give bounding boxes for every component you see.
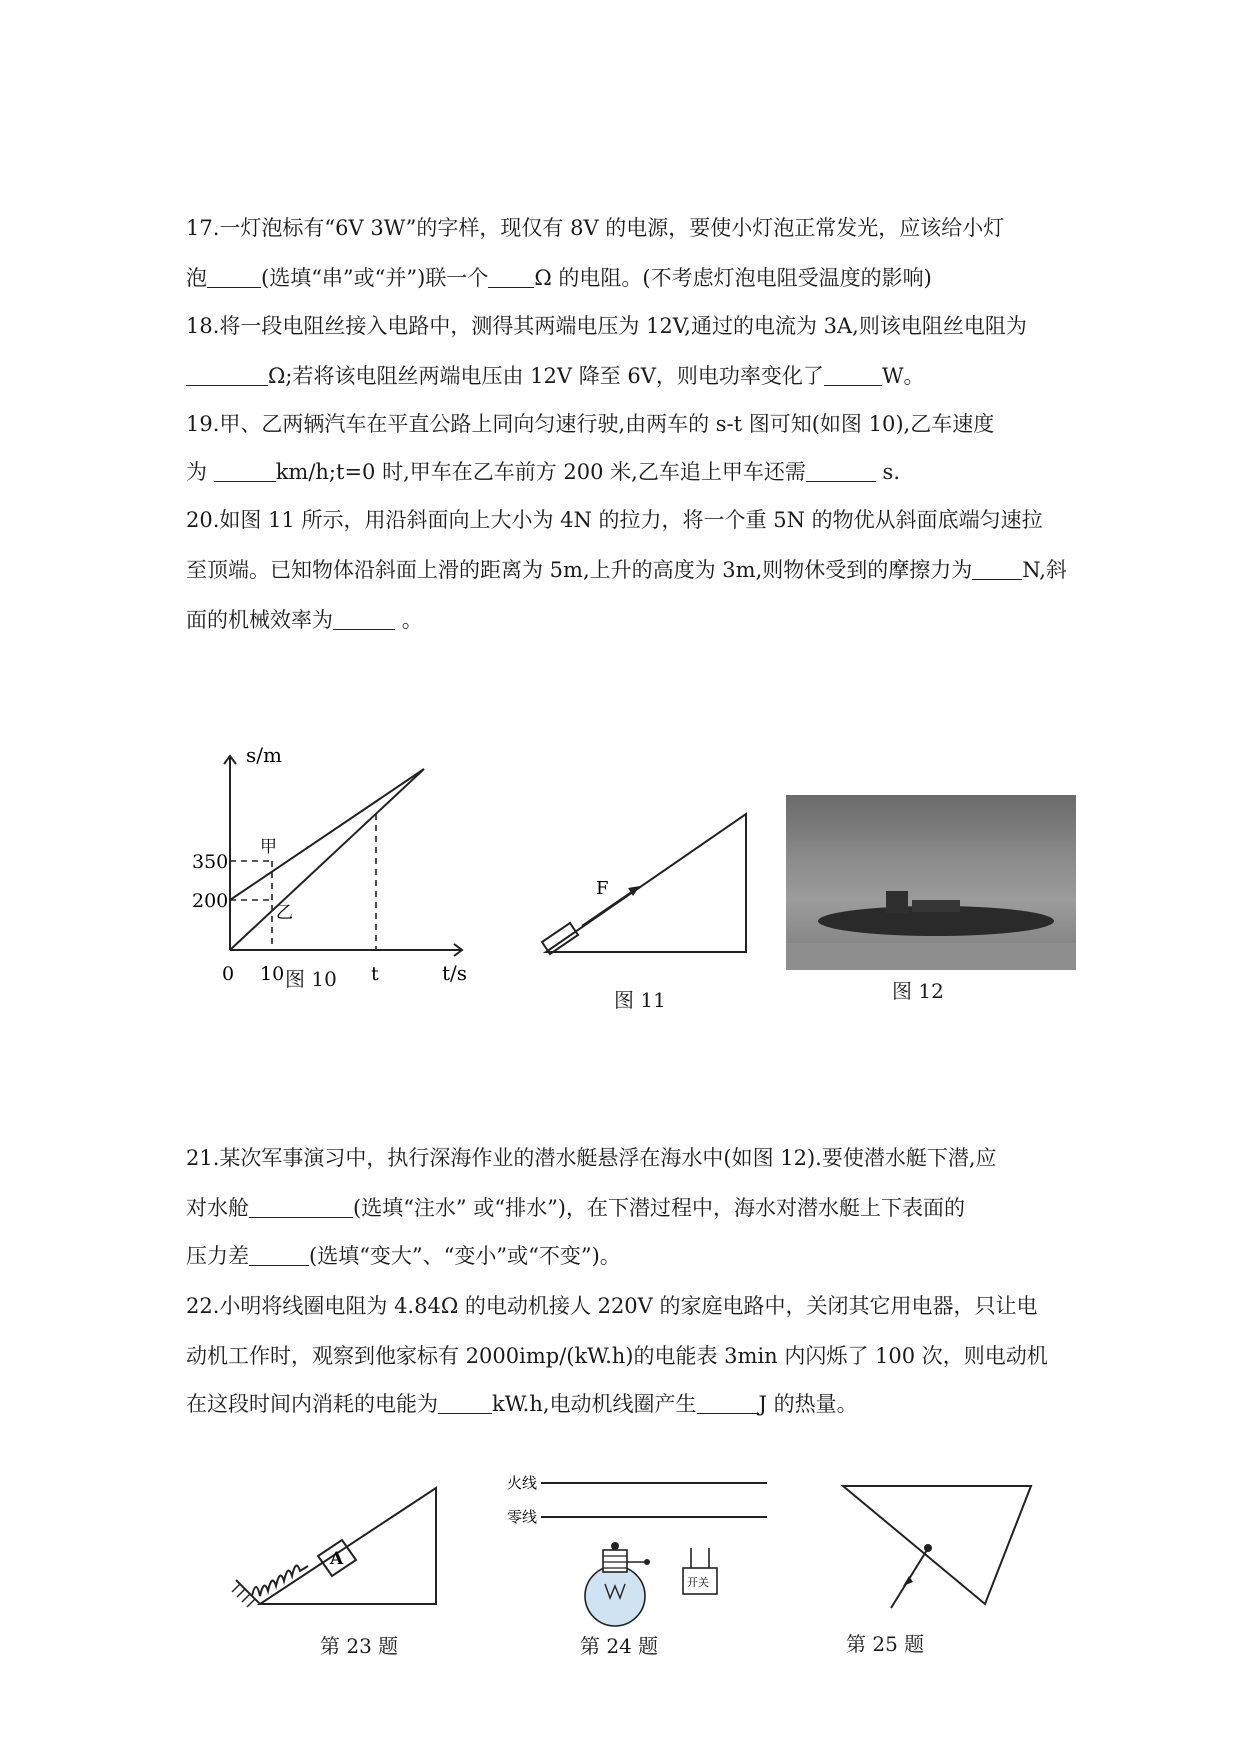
q19-text-c: s. bbox=[882, 460, 900, 484]
fig10-caption: 图 10 bbox=[285, 967, 337, 991]
fig12-sail bbox=[886, 891, 908, 913]
fig25-caption: 第 25 题 bbox=[846, 1632, 925, 1656]
q20-text-b: N,斜 bbox=[1022, 558, 1067, 582]
q20-blank-2[interactable] bbox=[333, 609, 395, 630]
q21-blank-1[interactable] bbox=[249, 1197, 353, 1218]
q18-line-2 bbox=[186, 360, 925, 390]
q21-text-a: 对水舱 bbox=[186, 1196, 249, 1220]
q20-text-d: 。 bbox=[401, 608, 423, 632]
fig10-tick-10: 10 bbox=[260, 963, 285, 985]
fig23-block-label: A bbox=[330, 1549, 344, 1569]
q17-line-2 bbox=[186, 262, 932, 292]
q20-text-a: 至顶端。已知物体沿斜面上滑的距离为 5m,上升的高度为 3m,则物休受到的摩擦力为 bbox=[186, 558, 973, 582]
q22-blank-2[interactable] bbox=[697, 1393, 759, 1414]
fig25-incidence-point bbox=[925, 1545, 931, 1551]
q18-blank-2[interactable] bbox=[824, 365, 882, 386]
fig23-diagram bbox=[230, 1480, 450, 1620]
q21-text-d: (选填“变大”、“变小”或“不变”)。 bbox=[309, 1244, 621, 1268]
q19-line-2 bbox=[186, 456, 900, 486]
q18-line-1: 18.将一段电阻丝接入电路中，测得其两端电压为 12V,通过的电流为 3A,则该电阻丝电阻为 bbox=[186, 314, 1027, 338]
fig10-st-graph bbox=[190, 740, 480, 1000]
q17-blank-2[interactable] bbox=[488, 267, 534, 288]
q17-text-b: (选填“串”或“并”)联一个 bbox=[261, 266, 489, 290]
fig24-caption: 第 24 题 bbox=[580, 1634, 659, 1658]
q19-text-b: km/h;t=0 时,甲车在乙车前方 200 米,乙车追上甲车还需 bbox=[275, 460, 806, 484]
q22-text-c: J 的热量。 bbox=[758, 1392, 858, 1416]
fig10-tick-350: 350 bbox=[192, 851, 229, 873]
q17-line-1: 17.一灯泡标有“6V 3W”的字样，现仅有 8V 的电源，要使小灯泡正常发光，应该给小灯 bbox=[186, 216, 1005, 240]
q19-line-1: 19.甲、乙两辆汽车在平直公路上同向匀速行驶,由两车的 s-t 图可知(如图 10),乙车速度 bbox=[186, 412, 995, 436]
fig24-circuit bbox=[505, 1468, 785, 1628]
fig25-prism bbox=[835, 1480, 1035, 1620]
fig24-live-label: 火线 bbox=[507, 1474, 538, 1492]
fig23-slope bbox=[260, 1488, 436, 1604]
q20-text-c: 面的机械效率为 bbox=[186, 608, 333, 632]
fig10-line-jia bbox=[230, 769, 424, 900]
fig10-tick-0: 0 bbox=[222, 963, 235, 985]
q18-text-b: W。 bbox=[881, 364, 925, 388]
fig11-force-arrow bbox=[582, 889, 636, 926]
q18-text-a: Ω;若将该电阻丝两端电压由 12V 降至 6V，则电功率变化了 bbox=[268, 364, 824, 388]
q17-text-a: 泡 bbox=[186, 266, 207, 290]
fig10-y-label: s/m bbox=[246, 743, 282, 767]
fig23-caption: 第 23 题 bbox=[320, 1634, 399, 1658]
fig11-force-label: F bbox=[596, 878, 609, 899]
q20-line-1: 20.如图 11 所示，用沿斜面向上大小为 4N 的拉力，将一个重 5N 的物优从斜面底端匀速拉 bbox=[186, 508, 1043, 532]
fig10-label-yi: 乙 bbox=[276, 903, 293, 923]
fig11-incline bbox=[540, 800, 760, 960]
q19-text-a: 为 bbox=[186, 460, 207, 484]
q19-blank-2[interactable] bbox=[806, 461, 876, 482]
q17-text-c: Ω 的电阻。(不考虑灯泡电阻受温度的影响) bbox=[534, 266, 932, 290]
q21-text-c: 压力差 bbox=[186, 1244, 249, 1268]
fig24-bulb bbox=[585, 1542, 650, 1626]
q21-blank-2[interactable] bbox=[249, 1245, 309, 1266]
q22-blank-1[interactable] bbox=[438, 1393, 492, 1414]
q17-blank-1[interactable] bbox=[207, 267, 261, 288]
fig12-caption: 图 12 bbox=[892, 979, 944, 1003]
q22-line-2: 动机工作时，观察到他家标有 2000imp/(kW.h)的电能表 3min 内闪烁了 100 次，则电动机 bbox=[186, 1344, 1048, 1368]
q20-line-2 bbox=[186, 554, 1067, 584]
q22-line-1: 22.小明将线圈电阻为 4.84Ω 的电动机接人 220V 的家庭电路中，关闭其它用电器，只让电 bbox=[186, 1294, 1038, 1318]
fig10-line-yi bbox=[230, 769, 424, 950]
fig10-x-label: t/s bbox=[442, 961, 468, 985]
fig10-label-jia: 甲 bbox=[260, 837, 277, 857]
fig11-caption: 图 11 bbox=[614, 988, 666, 1012]
q21-text-b: (选填“注水” 或“排水”)，在下潜过程中，海水对潜水艇上下表面的 bbox=[353, 1196, 966, 1220]
fig12-submarine-image bbox=[786, 795, 1076, 970]
q20-blank-1[interactable] bbox=[972, 559, 1022, 580]
fig11-block bbox=[542, 923, 578, 954]
q22-text-b: kW.h,电动机线圈产生 bbox=[492, 1392, 697, 1416]
fig24-switch-label: 开关 bbox=[687, 1576, 709, 1589]
fig25-triangle bbox=[843, 1486, 1031, 1604]
fig23-wall bbox=[236, 1580, 260, 1604]
q20-line-3 bbox=[186, 604, 423, 634]
q21-line-1: 21.某次军事演习中，执行深海作业的潜水艇悬浮在海水中(如图 12).要使潜水艇下潜,应 bbox=[186, 1146, 997, 1170]
fig10-tick-200: 200 bbox=[192, 890, 229, 912]
fig24-neutral-label: 零线 bbox=[507, 1508, 538, 1526]
fig10-tick-t: t bbox=[371, 963, 379, 985]
q19-blank-1[interactable] bbox=[214, 461, 276, 482]
fig25-ray-arrow bbox=[903, 1576, 913, 1586]
q21-line-3 bbox=[186, 1240, 621, 1270]
q18-blank-1[interactable] bbox=[186, 365, 268, 386]
q22-line-3 bbox=[186, 1388, 858, 1418]
q21-line-2 bbox=[186, 1192, 965, 1222]
fig12-submarine-photo bbox=[786, 795, 1076, 970]
q22-text-a: 在这段时间内消耗的电能为 bbox=[186, 1392, 438, 1416]
